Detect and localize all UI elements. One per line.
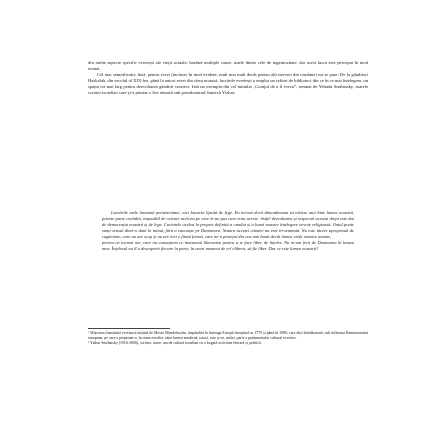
quote-paragraph: Lucrările mele însemnă permisivitate, nici bucuria lipsită de lege. Eu mi-am dorit dintotdeauna să trăiesc mai bine lumea noastră, printre parte cealaltă, imposibil de oricare acelora pe care le-au pus care erau aceste. Astfel dezvoltarea și respectul acestui drept este dat de democrația noastră și de lege. Cuvintele acelea în proprie definită a omului și a lumii noastre înțelegere nevoie religioasă. Omul poate simți sensul dintr-o dată în inimă, fără a cunoaște pe Dumnezeu. Natura acestei căutări nu este în-semnată. Nu este tăcere apropriată de rugăciune, care nu are scop și nu are nici o ființă formă, care ne-a protejat din cea mai bună decât lumea vieții noastre umane, — [102, 210, 354, 239]
body-paragraph: din multe aspecte specific evreiești ale vieții actuale, bazând multiple cauze, unele dintre cele de ingeniozitate, dar acest lucru este perceput în mod eronat. — [88, 60, 368, 71]
quote-paragraph: pentru că tocmai noi, care nu cunoaștem ce înseamnă libertatea pentru a te face liber, de înțeles. Nu m-am ferit de Dumnezeu în lumea mea. Înțelesul nu îl a descoperit fiecare în parte, în acest moment de a-l elibera, să fie liber. Dar ce este lumea noastră? — [102, 240, 354, 251]
footnote: ¹ Mișcarea iluministă evreiască inițiată de Moses Mendelssohn, răspândită în întreaga Europă începând cu 1770 și până în 1880; care deși înrădăcinată, sub influența Iluminismului european, pe care a perpetuat-o, în urma evreilor către lumea modernă, totuși, este și ea, astăzi, parte a patrimoniului cultural evreiesc. — [88, 331, 368, 340]
block-quote — [102, 210, 354, 322]
footnotes — [88, 331, 368, 385]
body-paragraph: Cel mai semnificativ, însă, pentru evrei (inclusiv în mod evident, mult mai mult decât pentru alți neevrei din românia) mi se pare: De la gânditori Haskalah, din secolul al XIX-lea, până la autori evrei din sfera noastră, lucrările evreiești a umplut un rafturi de biblioteci din ce în ce mai înțelegem, un spațiu tot mai larg pentru dezvoltarea gândirii creative. Iată un exemplu din cel intitulat „Curajul de a fi evreu”, semnat de Yehuda Smilansky, marele scriitor israelian care și-a păstrat o fire rămasă sub pseudonimul Samech Yizhar: — [88, 71, 368, 95]
footnote: ² Yizhar Smilansky (1916-2006), scriitor, autor, om de cultură israelian cu o bogată activitate literară și politică. — [88, 340, 262, 345]
footnote-divider — [88, 328, 170, 329]
body-text — [88, 60, 368, 168]
